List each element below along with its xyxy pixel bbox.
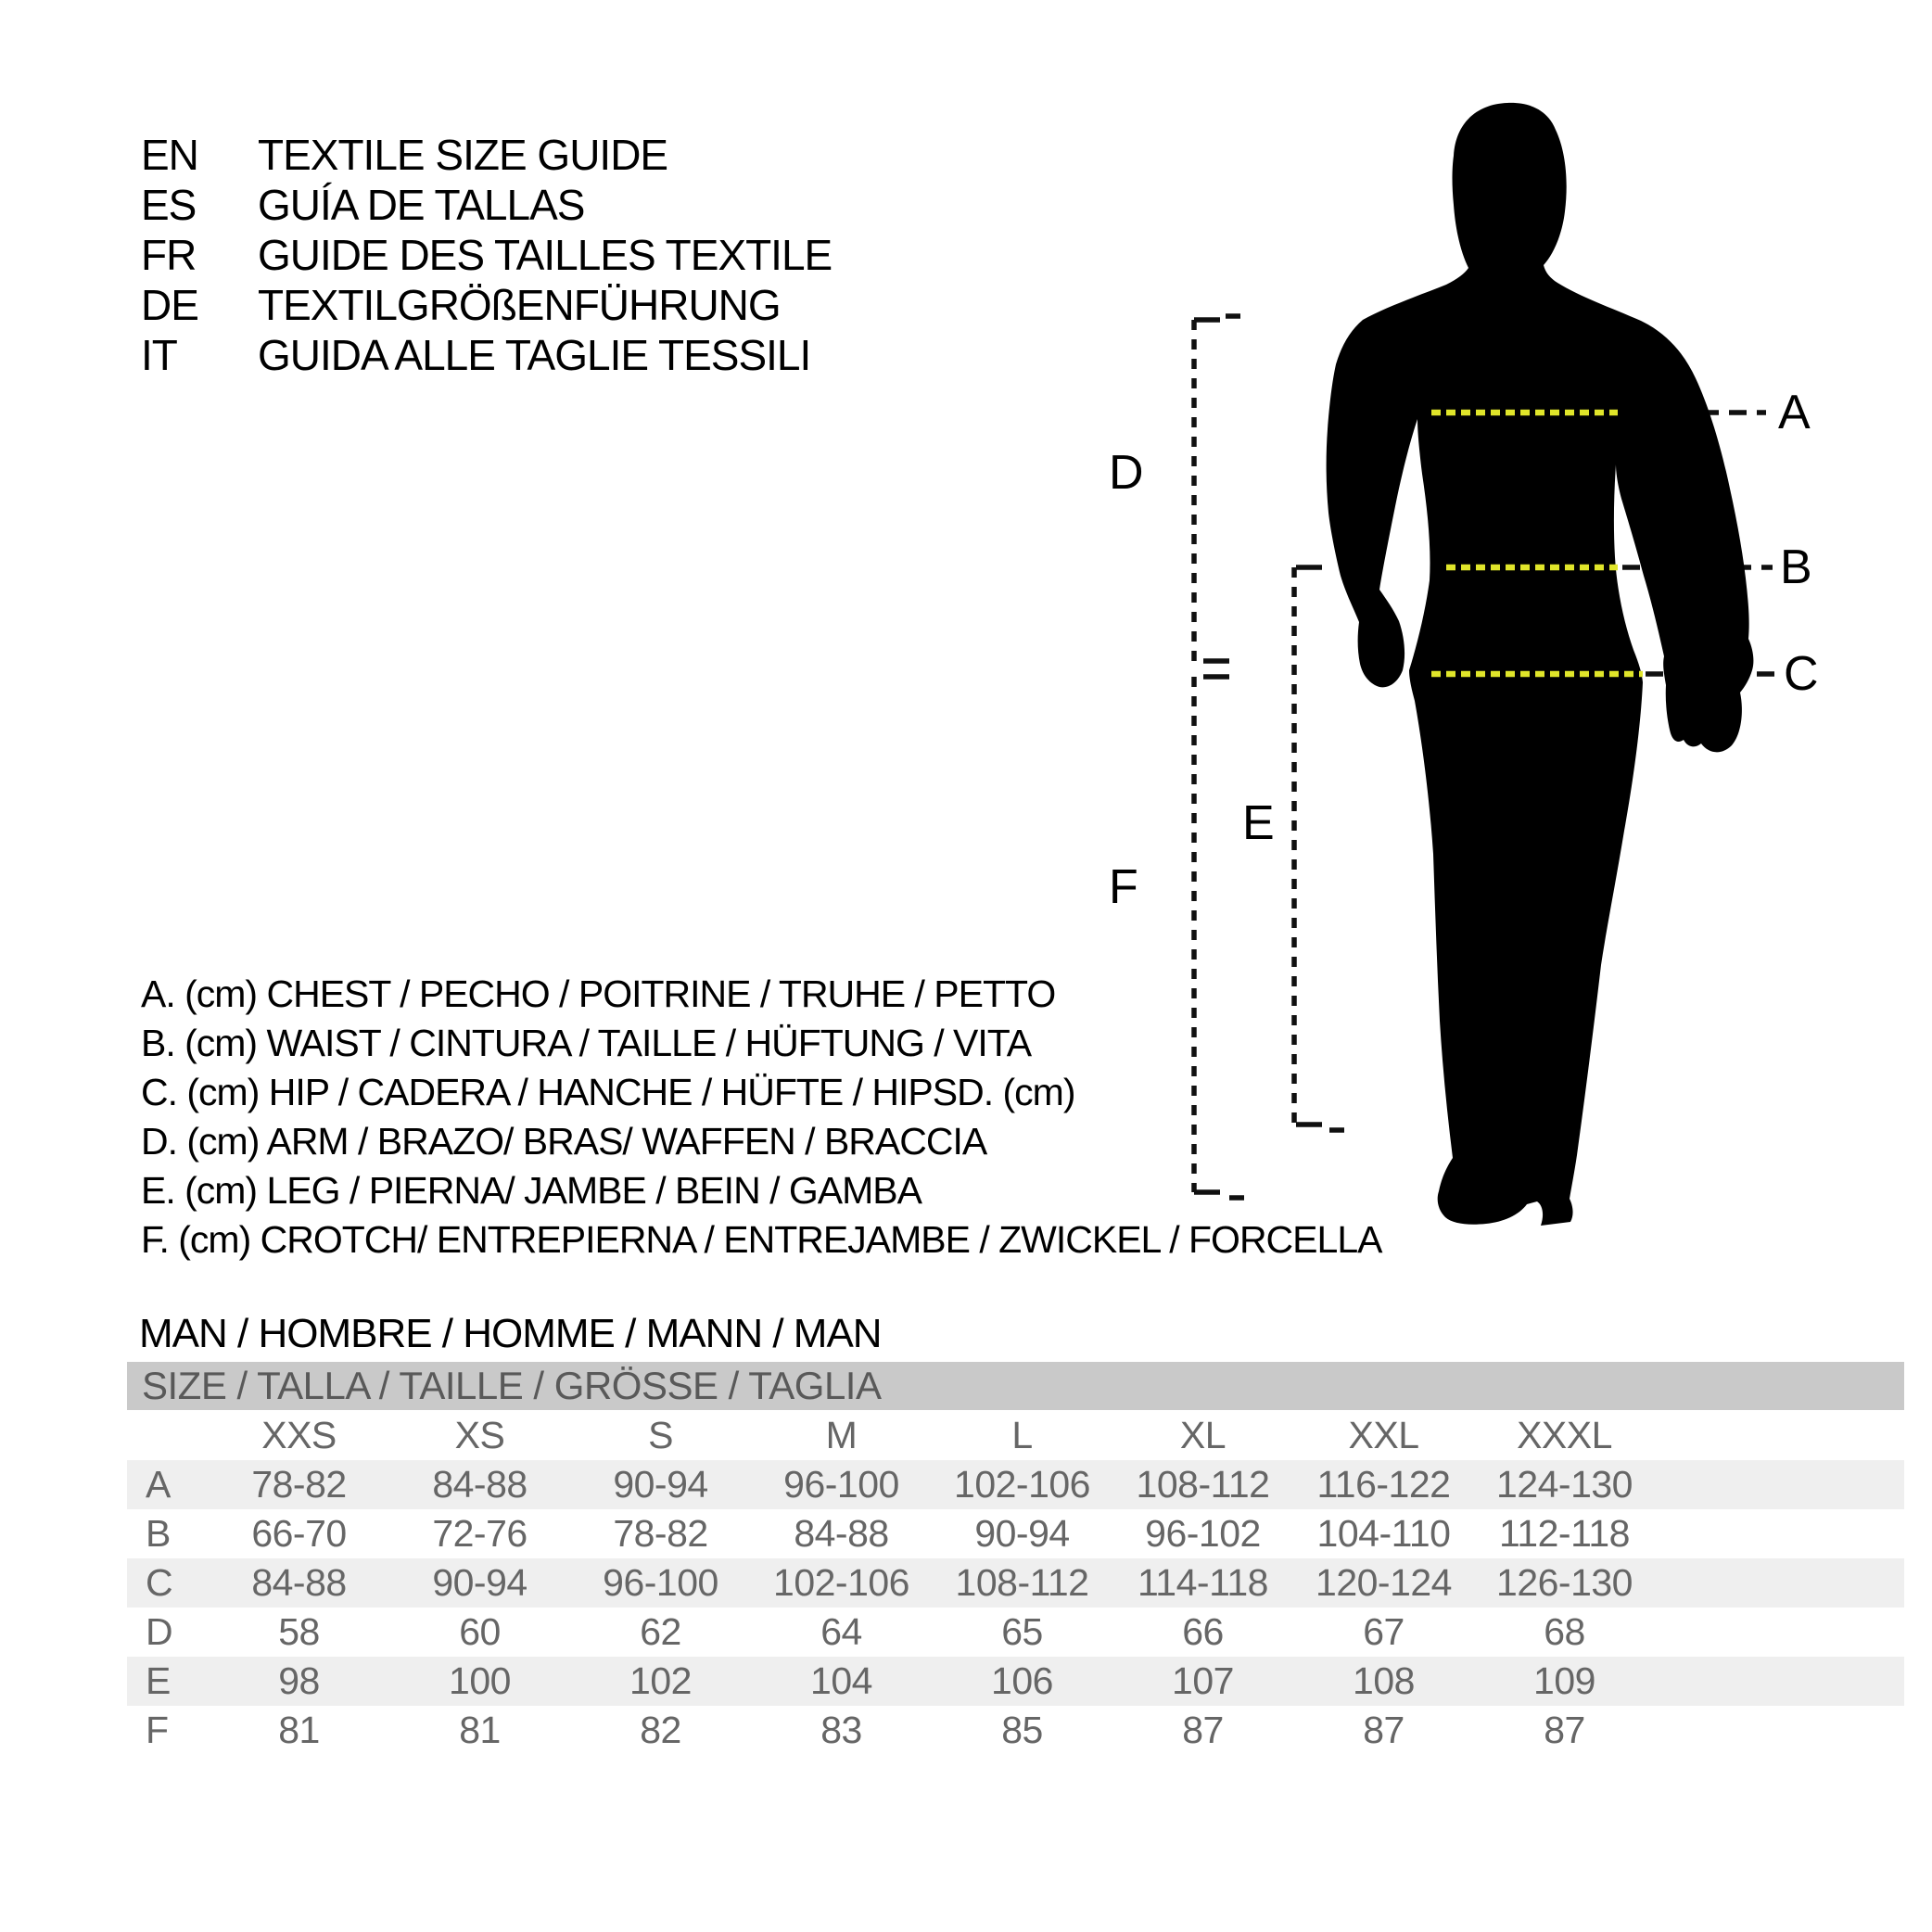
size-col-header: S [648, 1413, 673, 1456]
table-cell: 78-82 [613, 1512, 708, 1555]
table-cell: 116-122 [1316, 1463, 1451, 1506]
table-cell: 102-106 [954, 1463, 1090, 1506]
table-cell: 102 [629, 1659, 692, 1702]
table-cell: 65 [1001, 1610, 1043, 1653]
legend-line-crotch: F. (cm) CROTCH/ ENTREPIERNA / ENTREJAMBE / ZWICKEL / FORCELLA [141, 1218, 1382, 1261]
legend-line-waist: B. (cm) WAIST / CINTURA / TAILLE / HÜFTUNG / VITA [141, 1022, 1032, 1064]
measurement-legend [141, 970, 1381, 1265]
table-cell: 96-100 [783, 1463, 899, 1506]
table-cell: 85 [1001, 1709, 1043, 1751]
table-cell: 114-118 [1138, 1561, 1268, 1604]
size-col-header: XXS [261, 1413, 337, 1456]
table-row-waist [127, 1509, 1904, 1558]
legend-line-leg: E. (cm) LEG / PIERNA/ JAMBE / BEIN / GAMBA [141, 1169, 922, 1212]
marker-label-leg: E [1242, 796, 1275, 850]
table-cell: 106 [991, 1659, 1053, 1702]
table-cell: 78-82 [251, 1463, 347, 1506]
size-col-header: XS [454, 1413, 505, 1456]
table-cell: 98 [278, 1659, 320, 1702]
table-cell: 81 [459, 1709, 501, 1751]
row-label: F [146, 1709, 169, 1751]
size-col-header: XXXL [1517, 1413, 1612, 1456]
marker-label-chest: A [1778, 386, 1811, 439]
category-line: MAN / HOMBRE / HOMME / MANN / MAN [139, 1311, 882, 1356]
table-cell: 66-70 [251, 1512, 347, 1555]
man-silhouette-figure [1327, 103, 1754, 1226]
lang-code: ES [141, 181, 197, 229]
table-cell: 96-102 [1145, 1512, 1261, 1555]
size-col-header: XL [1179, 1413, 1227, 1456]
marker-label-hip: C [1784, 647, 1819, 701]
lang-code: IT [141, 331, 177, 379]
lang-title: TEXTILE SIZE GUIDE [258, 131, 668, 179]
table-cell: 104 [810, 1659, 872, 1702]
table-cell: 109 [1533, 1659, 1595, 1702]
table-cell: 62 [640, 1610, 681, 1653]
table-cell: 67 [1363, 1610, 1405, 1653]
table-row-chest [127, 1460, 1904, 1509]
legend-line-hip: C. (cm) HIP / CADERA / HANCHE / HÜFTE / HIPSD. (cm) [141, 1071, 1075, 1113]
table-cell: 58 [278, 1610, 320, 1653]
table-row-arm [127, 1608, 1904, 1657]
table-row-leg [127, 1657, 1904, 1706]
marker-label-crotch: F [1109, 860, 1138, 914]
marker-label-waist: B [1780, 540, 1812, 594]
table-row-crotch [127, 1706, 1904, 1755]
table-cell: 120-124 [1316, 1561, 1452, 1604]
legend-line-chest: A. (cm) CHEST / PECHO / POITRINE / TRUHE / PETTO [141, 972, 1056, 1015]
size-col-header: L [1011, 1413, 1033, 1456]
table-cell: 90-94 [432, 1561, 527, 1604]
table-cell: 87 [1182, 1709, 1224, 1751]
table-cell: 96-100 [603, 1561, 718, 1604]
size-col-header: XXL [1348, 1413, 1419, 1456]
lang-code: DE [141, 281, 198, 329]
table-cell: 87 [1544, 1709, 1585, 1751]
table-cell: 108 [1353, 1659, 1415, 1702]
table-cell: 108-112 [1136, 1463, 1270, 1506]
legend-line-arm: D. (cm) ARM / BRAZO/ BRAS/ WAFFEN / BRACCIA [141, 1120, 987, 1163]
size-table-header: SIZE / TALLA / TAILLE / GRÖSSE / TAGLIA [127, 1362, 1904, 1410]
lang-title: GUIDA ALLE TAGLIE TESSILI [258, 331, 811, 379]
table-cell: 100 [449, 1659, 511, 1702]
lang-title: GUIDE DES TAILLES TEXTILE [258, 231, 833, 279]
table-cell: 64 [820, 1610, 862, 1653]
lang-code: EN [141, 131, 198, 179]
table-cell: 66 [1182, 1610, 1224, 1653]
lang-title: TEXTILGRÖßENFÜHRUNG [258, 281, 781, 329]
table-cell: 108-112 [955, 1561, 1089, 1604]
size-col-header: M [825, 1413, 858, 1456]
table-cell: 90-94 [613, 1463, 708, 1506]
table-cell: 87 [1363, 1709, 1405, 1751]
table-cell: 82 [640, 1709, 681, 1751]
row-label: B [146, 1512, 171, 1555]
table-cell: 60 [459, 1610, 501, 1653]
table-cell: 81 [278, 1709, 320, 1751]
table-cell: 126-130 [1496, 1561, 1633, 1604]
table-cell: 72-76 [432, 1512, 527, 1555]
lang-code: FR [141, 231, 197, 279]
table-cell: 68 [1544, 1610, 1585, 1653]
row-label: A [146, 1463, 171, 1506]
table-row-hip [127, 1558, 1904, 1608]
lang-title: GUÍA DE TALLAS [258, 181, 585, 229]
size-table-sizes-row [127, 1410, 1904, 1460]
row-label: D [146, 1610, 173, 1653]
table-cell: 84-88 [251, 1561, 347, 1604]
table-cell: 124-130 [1496, 1463, 1633, 1506]
table-cell: 83 [820, 1709, 862, 1751]
table-cell: 112-118 [1499, 1512, 1630, 1555]
marker-label-arm: D [1109, 446, 1144, 500]
table-cell: 104-110 [1316, 1512, 1451, 1555]
table-cell: 90-94 [974, 1512, 1070, 1555]
row-label: C [146, 1561, 173, 1604]
size-table [127, 1362, 1904, 1755]
table-cell: 107 [1172, 1659, 1234, 1702]
table-cell: 84-88 [432, 1463, 527, 1506]
table-cell: 102-106 [773, 1561, 909, 1604]
table-cell: 84-88 [794, 1512, 889, 1555]
row-label: E [146, 1659, 171, 1702]
